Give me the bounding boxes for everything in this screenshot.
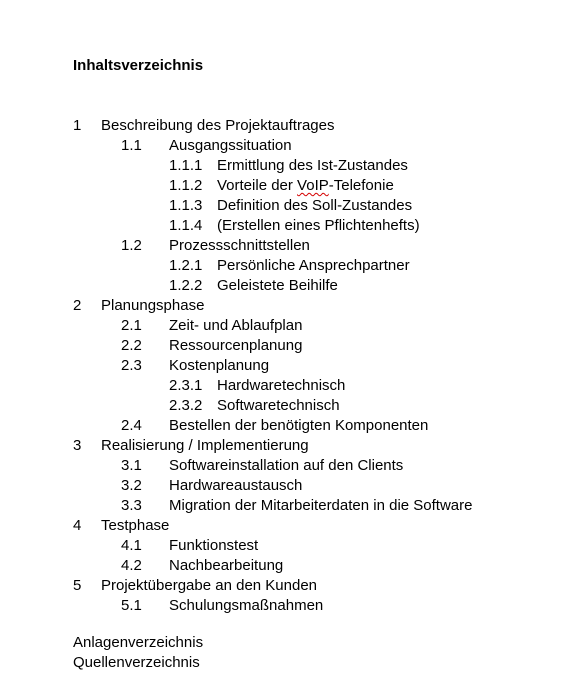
toc-entry-number: 1.2 [121, 237, 142, 254]
toc-entry-number: 2.3.1 [169, 377, 203, 394]
toc-entry-number: 2.2 [121, 337, 142, 354]
toc-entry [0, 256, 581, 276]
toc-entry-number: 3.3 [121, 497, 142, 514]
toc-entry [0, 136, 581, 156]
toc-entry [0, 296, 581, 316]
toc-entry-label [217, 176, 394, 196]
toc-entry-number: 2.3 [121, 357, 142, 374]
toc-entry-number: 1.1.3 [169, 197, 203, 214]
toc-entry-label: Migration der Mitarbeiterdaten in die Software [169, 497, 473, 514]
toc-entry-label-text: Vorteile der [217, 177, 298, 194]
toc-entry-number: 2.3.2 [169, 397, 203, 414]
toc-entry [0, 156, 581, 176]
toc-entry-label: Persönliche Ansprechpartner [217, 257, 410, 274]
toc-entry-label: Geleistete Beihilfe [217, 277, 338, 294]
toc-entry [0, 396, 581, 416]
toc-entry [0, 596, 581, 616]
toc-entry [0, 376, 581, 396]
toc-entry-label: Definition des Soll-Zustandes [217, 197, 413, 214]
toc-entry [0, 216, 581, 236]
toc-entry-label: Zeit- und Ablaufplan [169, 317, 303, 334]
toc-entry [0, 456, 581, 476]
toc-entry-number: 1.1.1 [169, 157, 203, 174]
toc-entry [0, 476, 581, 496]
toc-entry-label-text: -Telefonie [328, 177, 394, 194]
toc-entry [0, 576, 581, 596]
toc-entry-label: Softwareinstallation auf den Clients [169, 457, 404, 474]
toc-entry-label: Beschreibung des Projektauftrages [101, 117, 335, 134]
toc-entry [0, 436, 581, 456]
toc-entry-label: Prozessschnittstellen [169, 237, 310, 254]
toc-entry-label: Bestellen der benötigten Komponenten [169, 417, 429, 434]
appendix-list [73, 633, 203, 673]
toc-entry-number: 2.4 [121, 417, 142, 434]
toc-entry-number: 4.1 [121, 537, 142, 554]
appendix-item-quellen: Quellenverzeichnis [73, 654, 200, 671]
toc-entry-label: Kostenplanung [169, 357, 270, 374]
toc-entry-number: 3.1 [121, 457, 142, 474]
toc-entry-number: 1.2.1 [169, 257, 203, 274]
toc-list [0, 116, 581, 616]
toc-entry-label: Hardwareaustausch [169, 477, 303, 494]
toc-entry-label: Testphase [101, 517, 170, 534]
toc-entry [0, 356, 581, 376]
toc-entry-number: 2.1 [121, 317, 142, 334]
toc-entry-label: Hardwaretechnisch [217, 377, 346, 394]
toc-entry-label: (Erstellen eines Pflichtenhefts) [217, 217, 420, 234]
toc-entry-number: 1.2.2 [169, 277, 203, 294]
toc-entry-label: Ermittlung des Ist-Zustandes [217, 157, 408, 174]
toc-entry-number: 2 [73, 297, 82, 314]
toc-entry [0, 236, 581, 256]
toc-entry [0, 196, 581, 216]
toc-entry-label: Funktionstest [169, 537, 259, 554]
toc-entry-number: 1.1 [121, 137, 142, 154]
toc-entry-number: 3 [73, 437, 82, 454]
toc-entry-label: Ausgangssituation [169, 137, 292, 154]
toc-entry-label: Ressourcenplanung [169, 337, 303, 354]
toc-entry-label: Schulungsmaßnahmen [169, 597, 324, 614]
toc-entry-number: 3.2 [121, 477, 142, 494]
spellcheck-flagged-word: VoIP [297, 177, 329, 194]
toc-entry [0, 116, 581, 136]
appendix-item-anlagen: Anlagenverzeichnis [73, 634, 204, 651]
toc-entry [0, 536, 581, 556]
toc-entry-label: Planungsphase [101, 297, 205, 314]
toc-entry [0, 516, 581, 536]
toc-entry [0, 416, 581, 436]
toc-entry [0, 276, 581, 296]
toc-entry [0, 316, 581, 336]
toc-entry-number: 1.1.2 [169, 177, 203, 194]
toc-entry-number: 1 [73, 117, 82, 134]
toc-entry [0, 556, 581, 576]
toc-entry-number: 4 [73, 517, 82, 534]
toc-entry-number: 4.2 [121, 557, 142, 574]
toc-entry-label: Softwaretechnisch [217, 397, 340, 414]
toc-entry [0, 336, 581, 356]
toc-title: Inhaltsverzeichnis [73, 57, 204, 74]
toc-entry-label: Realisierung / Implementierung [101, 437, 309, 454]
toc-entry-number: 1.1.4 [169, 217, 203, 234]
toc-entry-number: 5 [73, 577, 82, 594]
toc-entry [0, 496, 581, 516]
toc-entry [0, 176, 581, 196]
toc-entry-label: Projektübergabe an den Kunden [101, 577, 318, 594]
toc-entry-label: Nachbearbeitung [169, 557, 284, 574]
toc-entry-number: 5.1 [121, 597, 142, 614]
